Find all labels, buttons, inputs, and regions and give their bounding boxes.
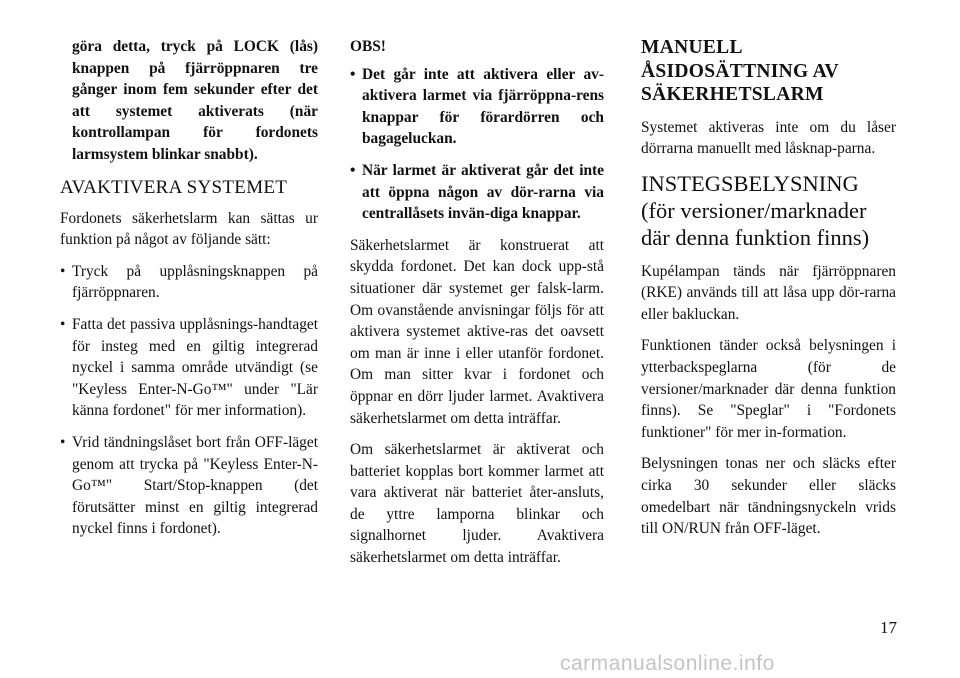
list-item: • Tryck på upplåsningsknappen på fjärröppnaren. [60,262,318,302]
list-item: • Vrid tändningslåset bort från OFF-läget genom att trycka på "Keyless Enter-N-Go™" Start/Stop-knappen (det förutsätter minst en giltig integrerad nyckel finns i fordonet). [60,433,318,538]
watermark: carmanualsonline.info [560,652,775,675]
paragraph: Om säkerhetslarmet är aktiverat och batteriet kopplas bort kommer larmet att vara aktiverat när batteriet åter-ansluts, de yttre lamporna blinkar och signalhornet ljuder. Avaktivera säkerhetslarmet om detta inträffar. [350,441,604,567]
note-label: OBS! [350,38,386,55]
list-item: • När larmet är aktiverat går det inte att öppna någon av dör-rarna via centrallåsets invän-diga knappar. [350,161,604,223]
paragraph: Säkerhetslarmet är konstruerat att skydda fordonet. Det kan dock upp-stå situationer där systemet ger falsk-larm. Om ovanstående anvisningar följs för att aktivera systemet aktive-ras det oavsett om man är inne i eller utanför fordonet. Om man sitter kvar i fordonet och öppnar en dörr ljuder larmet. Avaktivera säkerhetslarmet om detta inträffar. [350,236,604,427]
section-heading-manual-override: MANUELL ÅSIDOSÄTTNING AV SÄKERHETSLARM [641,37,839,105]
paragraph: Fordonets säkerhetslarm kan sättas ur funktion på något av följande sätt: [60,209,318,249]
note-bullet-list [350,64,604,225]
intro-paragraph: göra detta, tryck på LOCK (lås) knappen på fjärröppnaren tre gånger inom fem sekunder efter det att systemet aktiverats (när kontrollampan för fordonets larmsystem blinkar snabbt). [72,38,318,163]
column-middle [350,36,604,579]
section-heading-entry-lighting: INSTEGSBELYSNING (för versioner/marknader där denna funktion finns) [641,170,870,250]
page-number: 17 [880,618,897,637]
paragraph: Systemet aktiveras inte om du låser dörrarna manuellt med låsknap-parna. [641,118,896,158]
paragraph: Kupélampan tänds när fjärröppnaren (RKE) används till att låsa upp dör-rarna eller bakluckan. [641,262,896,323]
paragraph: Funktionen tänder också belysningen i ytterbackspeglarna (för de versioner/marknader där denna funktion finns). Se "Speglar" i "Fordonets funktioner" för mer in-formation. [641,337,896,441]
list-item: • Det går inte att aktivera eller av-aktivera larmet via fjärröppna-rens knappar för förardörren och bagageluckan. [350,65,604,148]
section-heading-deactivate: AVAKTIVERA SYSTEMET [60,176,288,198]
column-left [60,36,318,550]
paragraph: Belysningen tonas ner och släcks efter cirka 30 sekunder eller släcks omedelbart när tändningsnyckeln vrids till ON/RUN från OFF-läget. [641,455,896,538]
column-right [641,36,896,550]
list-item: • Fatta det passiva upplåsnings-handtaget för insteg med en giltig integrerad nyckel i samma område utvändigt (se "Keyless Enter-N-Go™" under "Lär känna fordonet" för mer information). [60,315,318,420]
bullet-list [60,261,318,540]
